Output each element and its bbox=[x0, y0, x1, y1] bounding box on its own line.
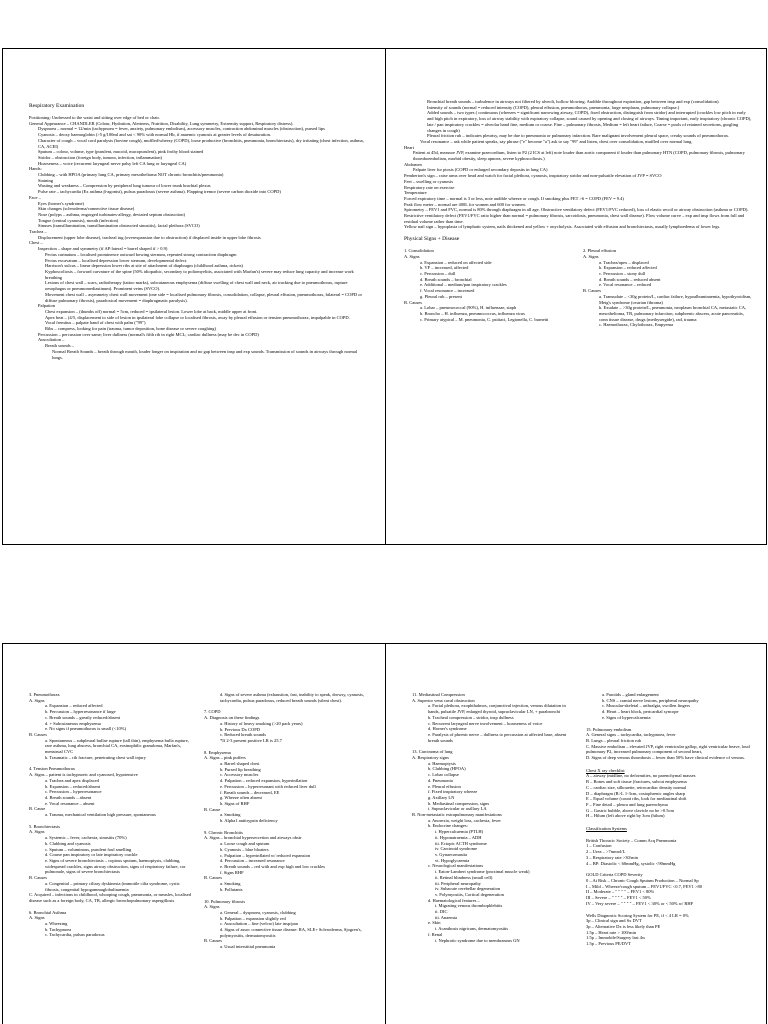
text-line: Ribs – compress, looking for pain (trauma, tumor deposition, bone disease or severe coughing) bbox=[45, 326, 216, 332]
text-line: 4. Tension Pneumothorax bbox=[29, 766, 75, 772]
text-line: ii. DIC bbox=[435, 909, 448, 915]
text-line: iii. Peripheral neuropathy bbox=[435, 880, 481, 886]
text-line: British Thoracic Society – Comm Acq Pneumonia bbox=[586, 837, 677, 843]
text-line: vi. Hypoglycaemia bbox=[435, 857, 470, 863]
text-line: 1.5p – Heart rate > 100/min bbox=[586, 929, 637, 935]
text-line: Wasting and weakness – Compression by peripheral lung tumour of lower trunk brachial plexus bbox=[38, 183, 211, 189]
page-1-content bbox=[29, 103, 369, 533]
text-line: a. Expansion – reduced affected bbox=[45, 703, 103, 709]
text-line: A. Signs bbox=[29, 697, 45, 703]
text-line: 11. Mediastinal Compression bbox=[412, 692, 465, 697]
text-line: Chest expansion – (thumbs off) normal = 5cm, reduced = ipsilateral lesion. Lower lobe at back, middle upper at front. bbox=[45, 308, 258, 314]
text-line: ii. Hyponatraemia – ADH bbox=[435, 834, 482, 840]
text-line: a. Lobar – pneumococcal (90%), H. influenzae, staph bbox=[420, 305, 517, 311]
text-line: G – Gastric bubble, above clavicle no be >0.5cm bbox=[586, 807, 675, 813]
text-line: b. Previous Dx COPD bbox=[220, 726, 261, 732]
text-line: D. Signs of deep venous thrombosis – fewer than 50% have clinical evidence of venous. bbox=[586, 755, 745, 761]
text-line: Pemberton's sign – raise arms over head and watch for facial plethora, cyanosis, inspiratory stridor and non-pulsatile elevation of JVP = SVCO bbox=[404, 173, 662, 179]
text-line: 1 – Confusion bbox=[586, 843, 612, 849]
text-line: Positioning: Undressed to the waist and sitting over edge of bed or chair. bbox=[29, 115, 160, 120]
text-line: e. Pleural effusion bbox=[428, 783, 461, 789]
text-line: E – Equal volume (count ribs, look for mediastinal shift bbox=[586, 796, 687, 802]
text-line: I – Mild – Wheeze/cough sputum – FEV1/FVC <0.7, FEV1 >80 bbox=[586, 883, 702, 889]
text-line: c. Neurological manifestations bbox=[428, 863, 484, 869]
text-line: Nose (polyps – asthma, engorged turbinates-allergy, deviated septum obstruction) bbox=[38, 211, 186, 217]
text-line: b. Palpation – expansion slightly red bbox=[220, 915, 286, 921]
text-line: d. Horner's syndrome bbox=[428, 726, 467, 732]
text-line: a. Parotids – gland enlargement bbox=[602, 692, 659, 697]
p4-left bbox=[412, 692, 576, 947]
text-line: 6. Bronchial Asthma bbox=[29, 909, 67, 915]
text-line: B – Bones and soft tissue (fractures, subcut emphysema bbox=[586, 779, 687, 785]
text-line: i. Nephrotic syndrome due to membranous GN bbox=[435, 937, 520, 943]
text-line: c. Palpation – hyperinflated w/ reduced expansion bbox=[220, 852, 311, 858]
text-line: a. Usual interstitial pneumonia bbox=[220, 944, 276, 950]
text-line: Sputum – colour, volume, type (purulent, mucoid, mucopurulent), pink frothy blood stained bbox=[38, 149, 204, 155]
text-line: Vocal fremitus – palpate hand of chest with palm ("99") bbox=[45, 320, 146, 326]
text-line: v. Polymyositis, Cortical degeneration bbox=[435, 891, 504, 897]
text-line: c. Percussion – stony dull bbox=[599, 270, 646, 276]
text-line: 0 – At Risk – Chronic Cough Sputum Production – Normal Sp bbox=[586, 877, 699, 883]
text-line: f. Signs RHF bbox=[220, 869, 244, 875]
text-line: Palpate liver for ptosis (COPD or enlarged secondary deposits in lung CA) bbox=[413, 167, 548, 173]
text-line: c. Haemothorax, Chylothorax, Empyema bbox=[599, 322, 673, 328]
text-line: Inspection – shape and symmetry (if AP:lateral = barrel shaped if > 0.9) bbox=[38, 246, 168, 252]
text-line: e. Signs of hypercalcaemia bbox=[602, 714, 651, 720]
text-line: iv. Subacute cerebellar degeneration bbox=[435, 886, 501, 892]
text-line: A. General signs – tachycardia, tachypnoea, fever bbox=[586, 732, 676, 738]
text-line: b. Cyanosis – blue bloaters bbox=[220, 846, 269, 852]
text-line: A. Signs – patient is tachypnoeic and cyanosed, hypotensive bbox=[29, 772, 138, 778]
text-line: A. Signs bbox=[583, 253, 599, 259]
text-line: Displacement (upper lobe disease), tracheal tug (overexpansion due to obstruction) if displaced inside in upper lobe fibrosis bbox=[38, 234, 261, 240]
text-line: C. Acquired – infections in childhood, whooping cough, pneumonia, or measles, localised disease such as a foreign body, CA, TB, allergic bronchopulmonary aspergillosis bbox=[29, 892, 191, 903]
page-4-content bbox=[412, 692, 750, 1024]
text-line: 15. Pulmonary embolism bbox=[586, 726, 632, 732]
text-line: c. Primary atypical – M. pneumonia, C. psittaci, Legionella, C. burnetti bbox=[420, 316, 549, 322]
text-line: A. Signs – pink puffers bbox=[204, 755, 246, 761]
text-line: iv. Carcinoid syndrome bbox=[435, 846, 478, 852]
text-line: Yellow nail sign – hypoplasia of lymphatic system, nails thickened and yellow + onycholysis. Associated with effusion and bronchiectasis, usually lymphoedema of lower legs. bbox=[404, 224, 721, 230]
text-line: b. Expansion – reduced affected bbox=[599, 265, 657, 271]
text-line: III – Severe – " " " " – FEV1 < 50% bbox=[586, 895, 651, 901]
text-line: d. Coarse pan inspiratory or late inspiratory crackle bbox=[45, 852, 138, 858]
document-page-1 bbox=[2, 48, 386, 545]
text-line: i. Migrating venous thrombophlebitis bbox=[435, 903, 503, 909]
text-line: Clubbing – with HPOA (primary lung CA, primary mesothelioma NOT chronic bronchitis/pneumonia) bbox=[38, 172, 224, 178]
text-line: e. Vocal resonance – absent bbox=[45, 800, 95, 806]
text-line: e. Vocal resonance – reduced bbox=[599, 282, 652, 288]
text-line: D – diaphragm (R>L 1-3cm, costophrenic angles sharp bbox=[586, 790, 686, 796]
text-line: b. Clubbing (HPOA) bbox=[428, 766, 466, 772]
text-line: Cyanosis – deoxy haemoglobin (>5 g/100ml and sat < 90% with normal Hb, if anaemic cyanosis at greater levels of desaturation. bbox=[38, 132, 272, 138]
text-line: e. Paralysis of phrenic nerve – dullness to percussion at affected base, absent breath sounds bbox=[428, 731, 567, 743]
text-line: a. Transudate – <30g protein/L, cardiac failure, hypoalbuminaemia, hypothyroidism, Meig's syndrome (ovarian fibroma) bbox=[599, 293, 752, 305]
text-line: Pectus excavatum – localised depression lower sternum, developmental defect. bbox=[45, 257, 188, 263]
text-line: d. Percussion – increased resonance bbox=[220, 858, 285, 864]
text-line: B. Cause bbox=[29, 806, 46, 812]
text-line: A. Signs bbox=[404, 253, 420, 259]
text-line: Feet – swelling or cyanosis bbox=[404, 178, 453, 184]
text-line: d. Heart – heart block, pericardial syncope bbox=[602, 709, 679, 715]
p2-lines bbox=[404, 99, 752, 230]
text-line: b. Pollutants bbox=[220, 886, 243, 892]
text-line: e. Skin bbox=[428, 920, 441, 926]
text-line: B. Causes bbox=[29, 875, 47, 881]
text-line: Breath sounds – bbox=[45, 343, 74, 349]
text-line: a. Trachea/apex – displaced bbox=[599, 259, 649, 265]
text-line: g. Wheeze often absent bbox=[220, 795, 262, 801]
text-line: b. Broncho – H. influenza, pneumococcus, influenza virus bbox=[420, 310, 525, 316]
text-line: d. Signs of assoc connective tissue disease: RA, SLE+ Scleroderma, Sjogren's, polymyositis, dermatomyositis bbox=[220, 927, 362, 938]
page-title: Respiratory Examination bbox=[29, 103, 85, 109]
text-line: b. Tachypnoea bbox=[45, 926, 72, 932]
text-line: i. Hypercalcaemia (PTLH) bbox=[435, 829, 484, 835]
page-3-content bbox=[29, 692, 369, 1024]
text-line: C. Massive embolism – elevated JVP, right ventricular gallop, right ventricular heave, loud pulmonary P2, increased pulmonary component of second heart, bbox=[586, 743, 750, 755]
text-line: B. Causes bbox=[404, 299, 422, 305]
text-line: b. Percussion – hyperresonance if large bbox=[45, 709, 116, 715]
text-line: b. Alpha1 antitrypsin deficiency bbox=[220, 818, 278, 824]
text-line: Face – bbox=[29, 194, 41, 200]
text-line: e. Signs of severe bronchiectasis – copious sputum, haemoptysis, clubbing, widespread crackles, signs airway obstruction, signs of respiratory failure, cor pulmonale, signs of severe bronchiectasis bbox=[45, 857, 186, 875]
text-line: 4 – BP: Diastolic < 60mmHg, systolic <90mmHg bbox=[586, 860, 676, 866]
text-line: b. Expansion – reduced/absent bbox=[45, 783, 100, 789]
text-line: B. Causes bbox=[204, 938, 222, 944]
text-line: a. General – dyspnoea, cyanosis, clubbing bbox=[220, 909, 296, 915]
text-line: 8. Emphysema bbox=[204, 749, 231, 755]
text-line: a. Facial plethora, exophthalmos, conjunctival injection, venous dilatation in hands, pulsatile JVP, enlarged thyroid, supraclavicular LN, + parabronchi bbox=[428, 703, 566, 715]
text-line: Heart bbox=[404, 144, 414, 150]
text-line: c. Breath sounds – greatly reduced/absent bbox=[45, 714, 120, 720]
text-line: Vocal resonance – ask while patient speaks, say phrase ("e" become "a") ask to say "99" and listen, chest over consolidation, muffled over normal lung. bbox=[420, 138, 693, 144]
text-line: Intensity of sounds (normal = reduced intensity (COPD), pleural effusion, pneumothorax, pneumonia, large neoplasm, pulmonary collapse.) bbox=[427, 104, 680, 110]
text-line: b. Endocrine changes: bbox=[428, 823, 468, 829]
document-page-4 bbox=[385, 643, 767, 1024]
text-line: Percussion – percussion over same; liver dullness (normal's fifth rib in right MCL; cardiac dullness (may be dec in COPD) bbox=[38, 331, 259, 337]
text-line: b. CNS – cranial nerve lesions, peripheral neuropathy bbox=[602, 697, 699, 703]
text-line: C – cardiac size, silhouette, retrocardiac density normal bbox=[586, 784, 687, 790]
text-line: Temperature bbox=[404, 190, 427, 196]
text-line: a. Loose cough and sputum bbox=[220, 841, 270, 847]
text-line: Forced expiratory time – normal is 3 or less, note audible wheeze or cough. If smoking plus FET >6 = COPD (FEV = 9.4) bbox=[404, 195, 624, 201]
document-page-3 bbox=[2, 643, 386, 1024]
text-line: 1.5p – Previous PE/DVT bbox=[586, 941, 631, 947]
text-line: Apex beat – (4/5, displacement to side of lesion in ipsilateral lobe collapse or localised fibrosis, away by pleural effusion or tension pneumothorax, impalpable in COPD. bbox=[45, 314, 350, 320]
text-line: d. Breath sounds – reduced absent bbox=[599, 276, 661, 282]
text-line: b. Exudate – >30g protein/L, pneumonia, neoplasm bronchial CA, metastatic CA, mesothelioma, TB, pulmonary infarction, subphrenic abscess, acute pancreatitis, conn tissue disease, drugs (methysergide), rad, trauma bbox=[599, 305, 747, 322]
document-page-2 bbox=[385, 48, 767, 545]
text-line: a. Systemic – fever, cachexia, sinusitis (70%) bbox=[45, 835, 127, 841]
text-line: a. Wheezing bbox=[45, 921, 68, 927]
text-line: c. Sputum – voluminous, purulent foul smelling bbox=[45, 846, 132, 852]
text-line: d. Signs of severe asthma (exhaustion, fast, inability to speak, drowsy, cyanosis, tachycardia, pulsus paradoxus, reduced breath sounds (silent chest). bbox=[220, 692, 365, 703]
text-line: Spirometry – FEV1 and FVC, normal is 80% through diaphragm in all age. Obstructive ventilatory defect (FEV1/FVC reduced), loss of elastic recoil or airway obstruction (asthma or COPD). Restrictive ventilatory defect (FEV1/FVC ratio higher than normal = pulmonary fibrosis, sarcoidosis, pneumonia, chest wall disease). Flow volume curve – exp and insp flows from full and residual volume rather than time. bbox=[404, 207, 749, 224]
text-line: ii. Retinal blindness (small cell) bbox=[435, 874, 493, 880]
text-line: a. Smoking bbox=[220, 812, 241, 818]
text-line: Hoarseness – voice (recurrent laryngeal nerve palsy left CA lung or laryngeal CA) bbox=[38, 160, 187, 166]
text-line: II – Moderate – " " " " – FEV1 < 80% bbox=[586, 889, 655, 895]
text-line: c. Accessory muscles bbox=[220, 772, 259, 778]
text-line: Sinuses (transillumination, transillumination obstructed sinusitis), facial plethora (SVCO) bbox=[38, 223, 200, 229]
text-line: e. Breath sounds – red with and exp high and low crackles bbox=[220, 863, 325, 869]
text-line: f. Fixed inspiratory wheeze bbox=[428, 789, 478, 795]
text-line: a. Anorexia, weight loss, cachexia, fever bbox=[428, 817, 501, 823]
text-line: 10. Pulmonary fibrosis bbox=[204, 898, 246, 904]
text-line: A. Respiratory signs bbox=[412, 755, 449, 761]
text-line: B. Causes bbox=[29, 731, 47, 737]
text-line: Dyspnoea – normal = 12/min (tachypnoea = fever, anxiety, pulmonary embolism), accessory muscles, contraction abdominal muscles (obstruction), pursed lips bbox=[38, 126, 325, 132]
text-line: iii. Anaemia bbox=[435, 914, 457, 920]
text-line: 1.5p – Immobile/Surgery last 4w bbox=[586, 935, 646, 941]
text-line: Abdomen bbox=[404, 161, 422, 167]
text-line: a. Smoking bbox=[220, 881, 241, 887]
text-line: 13. Carcinoma of lung bbox=[412, 749, 453, 755]
text-line: Auscultation – bbox=[38, 337, 65, 343]
text-line: h. Signs of RHF bbox=[220, 800, 250, 806]
text-line: e. Percussion – hyperresonant with reduced liver dull bbox=[220, 783, 316, 789]
text-line: d. Palpation – reduced expansion, hyperinflation bbox=[220, 778, 308, 784]
text-line: *If 2-3 present positive LR is 25.7 bbox=[220, 737, 282, 743]
text-line: c. Percussion – dull bbox=[420, 270, 456, 276]
text-line: 2. Pleural effusion bbox=[583, 248, 617, 254]
text-line: Hands: bbox=[29, 166, 42, 172]
text-line: Peak flow meter – normal are 400L for women and 600 for women. bbox=[404, 201, 526, 207]
text-line: Movement chest wall – asymmetry chest wall movement (one side = localised pulmonary fibrosis, consolidation, collapse, pleural effusion, pneumothorax, bilateral = COPD or diffuse pulmonary fibrosis), paradoxical movement = diaphragmatic paralysis). bbox=[45, 291, 363, 303]
text-line: d. Haematological features – bbox=[428, 897, 480, 903]
text-line: A. Signs bbox=[29, 829, 45, 835]
text-line: d. + Subcutaneous emphysema bbox=[45, 720, 101, 726]
text-line: c. Percussion – hyperresonance bbox=[45, 789, 102, 795]
text-line: 3p – Clinical sign and Sx DVT bbox=[586, 918, 642, 924]
text-line: B. Lungs – pleural friction rub bbox=[586, 737, 641, 743]
text-line: a. Barrel shaped chest bbox=[220, 761, 260, 767]
text-line: 5. Bronchiectasis bbox=[29, 823, 60, 829]
text-line: B. Cause bbox=[204, 806, 221, 812]
text-line: 3p – Alternative Dx is less likely than PE bbox=[586, 923, 661, 929]
text-line: 2 – Urea – >7mmol/L bbox=[586, 849, 626, 855]
text-line: c. Tachycardia, pulsus paradoxus bbox=[45, 932, 105, 938]
p1-lines bbox=[29, 115, 369, 360]
text-line: c. Muscular-skeletal – arthralgia, swollen fingers bbox=[602, 703, 691, 709]
text-line: A. Signs bbox=[29, 915, 45, 921]
text-line: i. Eaton-Lambert syndrome (proximal muscle weak) bbox=[435, 869, 530, 875]
section-title-physical-signs: Physical Signs + Disease bbox=[404, 236, 460, 243]
text-line: i. Supraclavicular or axillary LA bbox=[428, 806, 487, 812]
text-line: f. Breath sounds – decreased, EE bbox=[220, 789, 280, 795]
text-line: a. Expansion – reduced on affected side bbox=[420, 259, 492, 265]
text-line: b. Traumatic – rib fracture, penetrating chest wall injury bbox=[45, 754, 146, 760]
text-line: Pleural friction rub – indicates pleurisy, may be due to pneumonia or pulmonary infarction. Rare malignant involvement pleural space, creaky sounds of pneumothorax. bbox=[427, 133, 730, 139]
text-line: Character of cough – vocal cord paralysis (bovine cough), muffled/wheezy (COPD), loose productive (bronchitis, pneumonia, bronchiectasis), dry irritating (chest infection, asthma, CA, ACEI) bbox=[38, 137, 364, 149]
text-line: c. Auscultation – fine (velcro) late insp/pan bbox=[220, 921, 298, 927]
text-line: H – Hilum (left above right by 3cm (hilum) bbox=[586, 813, 665, 819]
text-line: Stridor – obstruction (foreign body, tumour, infection, inflammation) bbox=[38, 154, 163, 160]
text-line: A. Signs – bronchial hypersecretion and airways obstr bbox=[204, 835, 302, 841]
text-line: Tongue (central cyanosis), mouth (infection) bbox=[38, 217, 119, 223]
text-line: Skin changes (scleroderma/connective tissue disease) bbox=[38, 206, 135, 212]
text-line: h. Mediastinal compression, signs bbox=[428, 800, 490, 806]
text-line: iii. Ectopic ACTH syndrome bbox=[435, 840, 487, 846]
p4-right bbox=[586, 692, 750, 947]
text-line: Normal Breath Sounds – breath through mouth, louder longer on inspiration and no gap between insp and exp sounds. Transmission of sounds in airways through normal lungs. bbox=[52, 348, 358, 360]
text-line: 3 – Respiratory rate >30/min bbox=[586, 854, 639, 860]
p3-right bbox=[204, 692, 369, 950]
text-line: c. Lobar collapse bbox=[428, 772, 459, 778]
text-line: B. Non-metastatic extrapulmonary manifestations bbox=[412, 812, 502, 818]
text-line: g. Axillary LN bbox=[428, 794, 455, 800]
text-line: e. Additional – medium/pan inspiratory crackles bbox=[420, 282, 507, 288]
text-line: 3. Pneumothorax bbox=[29, 692, 60, 697]
text-line: c. Reduced breath sounds bbox=[220, 732, 266, 738]
text-line: b. Pursed lip breathing bbox=[220, 766, 261, 772]
text-line: b. VF – increased, affected bbox=[420, 265, 469, 271]
text-line: Eyes (horner's syndrome) bbox=[38, 200, 85, 206]
text-line: e. No signs if pneumothorax is small (<10%) bbox=[45, 726, 127, 732]
text-line: Bronchial breath sounds – turbulence in airways not filtered by alveoli, hollow blowing. Audible throughout expiration, gap between insp and exp (consolidation). bbox=[427, 99, 720, 104]
text-line: Wells Diagnostic Scoring System for PE, if < 4 LR = 0% bbox=[586, 912, 689, 918]
text-line: a. Haemoptysis bbox=[428, 760, 456, 766]
text-line: Trachea – bbox=[29, 229, 47, 235]
text-line: Added sounds – two types ( continuous (wheezes = significant narrowing airway, COPD), fixed obstruction, distinguish from stridor) and interrupted (crackles low pitch in early and high pitch in expiratory, loss of airway stability with expiratory collapse, sound caused by opening and closing of airways. Timing important, early inspiratory (chronic COPD), late / pan inspiratory crackles = alveolar hand fine, medium or coarse. Fine – pulmonary fibrosis, Medium = left heart failure, Coarse = pools of retained secretions, gurgling changes in cough) bbox=[427, 110, 752, 133]
text-line: Pectus carinatum – localised prominence outward bowing sternum, repeated strong contraction diaphragm bbox=[45, 251, 237, 257]
text-line: A. Signs bbox=[204, 904, 220, 910]
text-line: Patient at 45d, measure JVP, examine praecordium, listen to P2 (2 ICS at left) note louder than aortic component if louder than pulmonary HTN (COPD, pulmonary fibrosis, pulmonary thromboembolism, morbid obesity, sleep apnoea, severe kyphoscoliosis.) bbox=[413, 150, 745, 162]
text-line: B. Causes bbox=[204, 875, 222, 881]
text-line: Kyphoscoliosis – forward curvature of the spine (50% idiopathic, secondary to poliomyelitis, associated with Marfan's) severe may reduce lung capacity and increase work breathing bbox=[45, 268, 354, 280]
text-line: Harrison's sulcus – linear depression lower ribs at site of attachment of diaphragm (childhood asthma, rickets) bbox=[45, 263, 244, 269]
text-line: Classification Systems bbox=[586, 826, 627, 832]
text-line: Pulse rate – tachycardia (Ex asthma β-agonist), pulsus paradoxus (severe asthma). Flapping tremor (severe carbon dioxide into COPD) bbox=[38, 189, 281, 195]
text-line: 1. Consolidation bbox=[404, 248, 434, 254]
text-line: d. Pneumonia bbox=[428, 777, 453, 783]
text-line: Palpation bbox=[38, 303, 55, 309]
text-line: b. Tracheal compression – stridor, insp dullness bbox=[428, 714, 514, 720]
text-line: Staining bbox=[38, 177, 54, 183]
text-line: GOLD Criteria COPD Severity bbox=[586, 872, 643, 878]
p2-col1 bbox=[404, 248, 573, 328]
text-line: v. Gynaecomastia bbox=[435, 851, 467, 857]
text-line: Chest – bbox=[29, 240, 43, 246]
text-line: 9. Chronic Bronchitis bbox=[204, 829, 243, 835]
text-line: f. Renal bbox=[428, 931, 443, 937]
text-line: b. Clubbing and cyanosis bbox=[45, 840, 91, 846]
text-line: a. Spontaneous – subpleural bullae rupture (tall thin), emphysema bulla rupture, rare asthma, lung abscess, bronchial CA, eosinophilic granuloma, Marfan's, menstrual CVC bbox=[45, 737, 189, 755]
text-line: A. Superior vena caval obstruction bbox=[412, 697, 475, 703]
text-line: a. History of heavy smoking (>20 pack years) bbox=[220, 720, 303, 726]
page-2-content bbox=[404, 99, 752, 539]
text-line: d. Breath sounds – bronchial bbox=[420, 276, 472, 282]
text-line: Respiratory rate on exercise bbox=[404, 184, 455, 190]
text-line: IV – Very severe – " " " " – FEV1 < 30% or < 50% w/ RHF bbox=[586, 900, 694, 906]
text-line: F – Fine detail – pleura and lung parenchyma bbox=[586, 801, 668, 807]
p2-col2 bbox=[583, 248, 752, 328]
text-line: d. Breath sounds – absent bbox=[45, 794, 92, 800]
text-line: g. Pleural rub – present bbox=[420, 293, 462, 299]
text-line: A. Diagnosis on these findings bbox=[204, 715, 260, 721]
p3-left bbox=[29, 692, 194, 950]
text-line: Chest X ray checklist bbox=[586, 767, 625, 773]
text-line: f. Vocal resonance – increased bbox=[420, 288, 475, 294]
text-line: B. Causes bbox=[583, 288, 601, 294]
text-line: 7. COPD bbox=[204, 709, 221, 715]
text-line: a. Trauma, mechanical ventilation high pressure, spontaneous bbox=[45, 812, 156, 818]
text-line: General Appearance – CHANDLER (Colour, Hydration, Alertness, Nutrition, Disability, Lung symmetry, Extremity support, Respiratory distress). bbox=[29, 120, 294, 126]
text-line: a. Congenital – primary ciliary dyskinesia (immotile cilia syndrome, cystic fibrosis, congenital hypogammaglobulinaemia bbox=[45, 880, 180, 892]
text-line: c. Recurrent laryngeal nerve involvement – hoarseness of voice bbox=[428, 720, 543, 726]
text-line: i. Acanthosis nigricans, dermatomyositis bbox=[435, 926, 509, 932]
text-line: a. Trachea and apex displaced bbox=[45, 777, 99, 783]
text-line: Lesions of chest wall – scars, radiotherapy (tattoo marks), subcutaneous emphysema (diffuse swelling of chest wall and neck, air tracking due to pneumothorax, rupture oesophagus or pneumomediastinum). Prominent veins (SVCO). bbox=[45, 280, 348, 292]
text-line: A – airway (midline, no deformities, no parenchymal masses bbox=[586, 773, 696, 779]
